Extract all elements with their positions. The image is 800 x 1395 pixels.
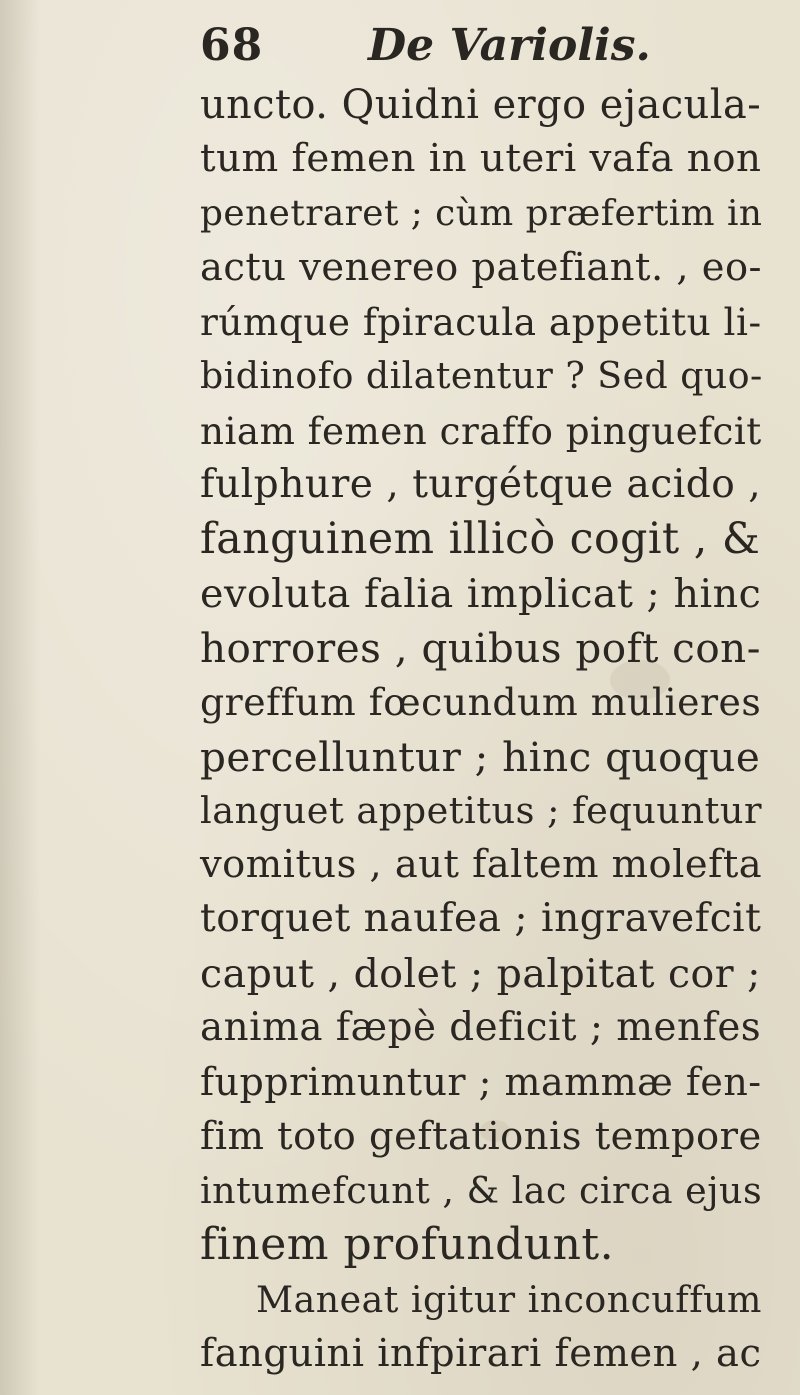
text-line: fim toto geftationis tempore [200, 1113, 762, 1159]
text-line: vomitus , aut faltem molefta [200, 842, 763, 888]
text-line: uncto. Quidni ergo ejacula- [200, 82, 762, 128]
text-line: anima fæpè deficit ; menfes [200, 1005, 762, 1051]
text-line: bidinofo dilatentur ? Sed quo- [200, 354, 763, 398]
text-line: percelluntur ; hinc quoque [200, 732, 761, 781]
text-line: rúmque fpiracula appetitu li- [200, 300, 762, 345]
page-header [200, 20, 720, 80]
paragraph-start-line: Maneat igitur inconcuffum [256, 1277, 762, 1321]
text-line: evoluta falia implicat ; hinc [200, 570, 762, 617]
text-line: actu venereo patefiant. , eo- [200, 244, 763, 290]
text-line: fanguinem illicò cogit , & [200, 514, 761, 565]
text-line: niam femen craffo pinguefcit [200, 408, 762, 453]
page-edge-shadow [0, 0, 40, 1395]
text-line: penetraret ; cùm præfertim in [200, 192, 763, 234]
page-number: 68 [200, 20, 264, 71]
text-line: tum femen in uteri vafa non [200, 136, 762, 182]
text-line: horrores , quibus poft con- [200, 623, 761, 672]
text-line: caput , dolet ; palpitat cor ; [200, 950, 761, 997]
text-line: finem profundunt. [200, 1219, 615, 1271]
text-line: torquet naufea ; ingravefcit [200, 896, 762, 942]
text-line: fulphure , turgétque acido , [200, 462, 762, 508]
running-title: De Variolis. [368, 20, 651, 71]
text-line: greffum fœcundum mulieres [200, 680, 762, 725]
text-line: languet appetitus ; fequuntur [200, 788, 762, 832]
body-text [200, 78, 763, 1381]
text-line: intumefcunt , & lac circa ejus [200, 1168, 763, 1212]
text-line: fanguini infpirari femen , ac [200, 1330, 762, 1376]
text-line: fupprimuntur ; mammæ fen- [200, 1060, 762, 1105]
